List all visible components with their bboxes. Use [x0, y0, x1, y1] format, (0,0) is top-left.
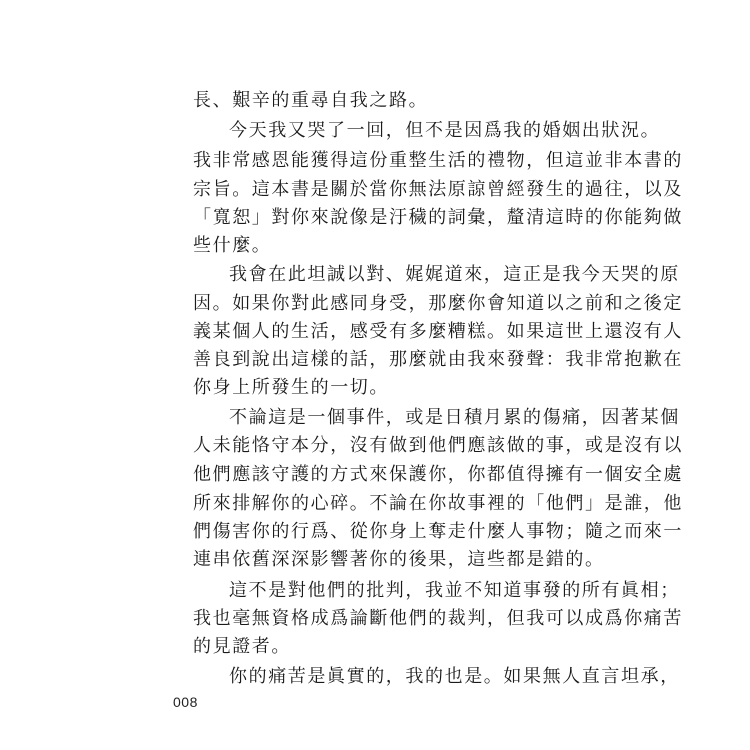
page-number: 008: [173, 694, 198, 710]
text-line: 這不是對他們的批判，我並不知道事發的所有眞相；: [229, 580, 680, 601]
text-line: 他們應該守護的方式來保護你，你都值得擁有一個安全處: [193, 464, 683, 485]
text-line: 因。如果你對此感同身受，那麼你會知道以之前和之後定: [193, 293, 683, 314]
text-line: 義某個人的生活，感受有多麼糟糕。如果這世上還沒有人: [193, 321, 683, 342]
text-line: 我非常感恩能獲得這份重整生活的禮物，但這並非本書的: [193, 150, 683, 171]
text-line: 「寬恕」對你來說像是汙穢的詞彙，釐清這時的你能夠做: [193, 207, 683, 228]
text-line: 的見證者。: [193, 636, 291, 657]
text-line: 些什麼。: [193, 235, 272, 256]
text-line: 宗旨。這本書是關於當你無法原諒曾經發生的過往，以及: [193, 179, 683, 200]
text-line: 人未能恪守本分，沒有做到他們應該做的事，或是沒有以: [193, 435, 683, 456]
text-line: 你的痛苦是眞實的，我的也是。如果無人直言坦承，: [229, 666, 680, 687]
text-line: 今天我又哭了一回，但不是因爲我的婚姻出狀況。: [229, 120, 661, 141]
text-line: 長、艱辛的重尋自我之路。: [193, 90, 429, 111]
text-line: 所來排解你的心碎。不論在你故事裡的「他們」是誰，他: [193, 493, 683, 514]
text-line: 我也毫無資格成爲論斷他們的裁判，但我可以成爲你痛苦: [193, 608, 683, 629]
text-line: 我會在此坦誠以對、娓娓道來，這正是我今天哭的原: [229, 264, 680, 285]
text-line: 善良到說出這樣的話，那麼就由我來發聲：我非常抱歉在: [193, 349, 683, 370]
text-line: 你身上所發生的一切。: [193, 377, 389, 398]
text-line: 們傷害你的行爲、從你身上奪走什麼人事物；隨之而來一: [193, 521, 683, 542]
text-line: 不論這是一個事件，或是日積月累的傷痛，因著某個: [229, 407, 680, 428]
text-line: 連串依舊深深影響著你的後果，這些都是錯的。: [193, 549, 605, 570]
